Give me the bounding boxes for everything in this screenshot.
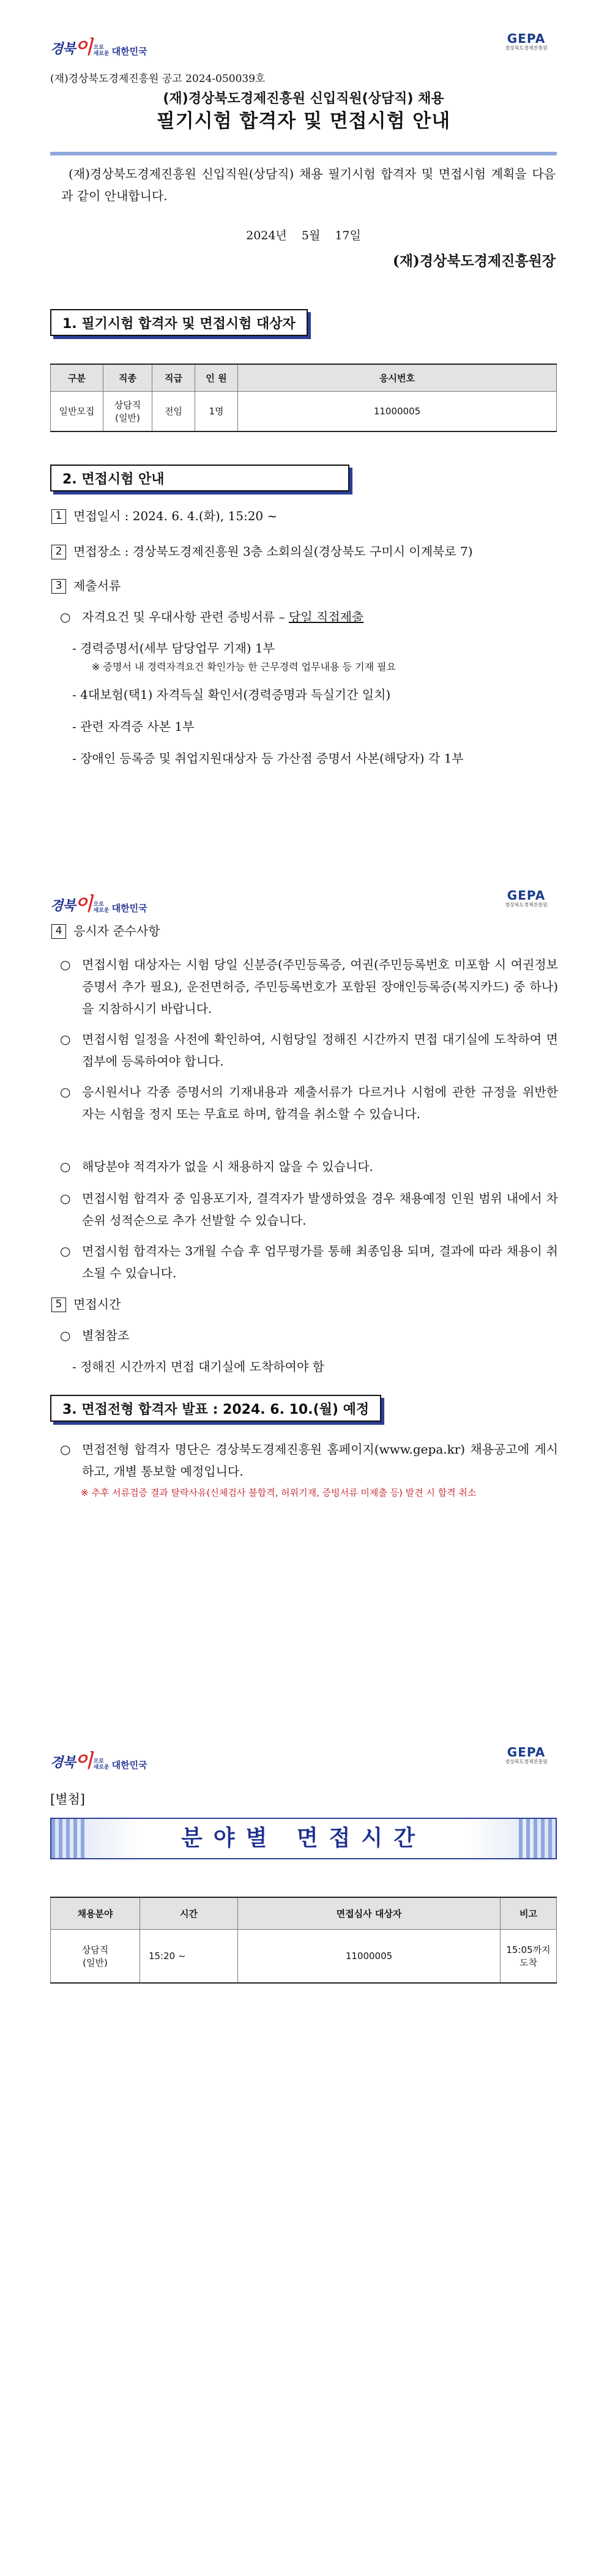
header-cell: 직종	[103, 364, 152, 391]
logo-slogan: 경북	[50, 898, 75, 914]
bullet-documents: ○ 자격요건 및 우대사항 관련 증빙서류 – 당일 직접제출	[59, 606, 558, 628]
cell-candidate: 11000005	[238, 1929, 501, 1983]
bullet-mark: ○	[60, 1032, 71, 1047]
title-line-2: 필기시험 합격자 및 면접시험 안내	[156, 110, 451, 132]
item-5: 5 면접시간	[51, 1294, 557, 1315]
dash-item: - 정해진 시간까지 면접 대기실에 도착하여야 함	[72, 1359, 324, 1374]
header-cell: 시간	[140, 1897, 238, 1929]
schedule-banner	[50, 1818, 557, 1859]
cell-time: 15:20 ~	[140, 1929, 238, 1983]
cell-remark: 15:05까지 도착	[501, 1929, 557, 1983]
item-3: 3 제출서류	[51, 575, 557, 596]
logo-slogan: 경북	[50, 41, 75, 57]
logo-slogan-mark: 이	[75, 1750, 92, 1772]
page-header	[50, 32, 557, 62]
header-cell: 직급	[152, 364, 195, 391]
signer: (재)경상북도경제진흥원장	[392, 253, 556, 269]
gyeongbuk-logo	[50, 32, 147, 59]
rule-bullet: ○ 면접시험 합격자 중 임용포기자, 결격자가 발생하였을 경우 채용예정 인원 범위 내에서 차 순위 성적순으로 추가 선발할 수 있습니다.	[59, 1187, 558, 1231]
notice-date: 2024년 5월 17일	[246, 229, 361, 242]
cell-number: 11000005	[238, 391, 557, 431]
item-number: 5	[51, 1297, 66, 1312]
logo-country: 대한민국	[111, 903, 147, 914]
cell-field: 상담직 (일반)	[51, 1929, 140, 1983]
logo-slogan-mark: 이	[75, 894, 92, 915]
gepa-logo	[496, 889, 557, 908]
header-cell: 채용분야	[51, 1897, 140, 1929]
page-1	[0, 0, 607, 857]
table-row	[51, 391, 557, 431]
section-2-heading: 2. 면접시험 안내	[50, 464, 349, 492]
cell-category: 일반모집	[51, 391, 103, 431]
red-note: ※ 추후 서류검증 결과 탈락사유(신체검사 불합격, 허위기재, 증빙서류 미제출 등) 발견 시 합격 취소	[81, 1487, 477, 1498]
table-header-row	[51, 1897, 557, 1929]
logo-slogan-b1: 으로	[93, 1758, 104, 1764]
rule-bullet: ○ 면접시험 일정을 사전에 확인하여, 시험당일 정해진 시간까지 면접 대기실에 도착하여 면접부에 등록하여야 합니다.	[59, 1028, 558, 1072]
logo-slogan-b2: 새로운	[93, 908, 110, 914]
logo-slogan-b1: 으로	[93, 45, 104, 51]
gepa-sub: 경상북도경제진흥원	[505, 902, 548, 908]
item-number: 2	[51, 545, 66, 559]
rule-bullet: ○ 면접시험 대상자는 시험 당일 신분증(주민등록증, 여권(주민등록번호 미포함 시 여권정보증명서 추가 필요), 운전면허증, 주민등록번호가 포함된 장애인등록증(복지카드) 중 하나)을 지참하시기 바랍니다.	[59, 954, 558, 1020]
rule-bullet: ○ 응시원서나 각종 증명서의 기재내용과 제출서류가 다르거나 시험에 관한 규정을 위반한 자는 시험을 정지 또는 무효로 하며, 합격을 취소할 수 있습니다.	[59, 1081, 558, 1125]
bullet-mark: ○	[60, 1244, 71, 1258]
header-cell: 비고	[501, 1897, 557, 1929]
gyeongbuk-logo	[50, 1745, 147, 1772]
intro-paragraph: (재)경상북도경제진흥원 신입직원(상담직) 채용 필기시험 합격자 및 면접시험 계획을 다음과 같이 안내합니다.	[61, 166, 556, 203]
page-2	[0, 857, 607, 1714]
section-3-heading: 3. 면접전형 합격자 발표 : 2024. 6. 10.(월) 예정	[50, 1394, 381, 1422]
bullet-reference: ○ 별첨참조	[59, 1324, 558, 1346]
bullet-mark: ○	[60, 1191, 71, 1206]
gepa-logo	[496, 32, 557, 51]
table-row	[51, 1929, 557, 1983]
bullet-mark: ○	[60, 610, 71, 624]
dash-item: - 경력증명서(세부 담당업무 기재) 1부	[72, 641, 275, 655]
item-1: 1 면접일시 : 2024. 6. 4.(화), 15:20 ~	[51, 506, 557, 526]
gepa-sub: 경상북도경제진흥원	[505, 1759, 548, 1764]
logo-slogan-b2: 새로운	[93, 51, 110, 57]
rule-bullet: ○ 면접시험 합격자는 3개월 수습 후 업무평가를 통해 최종임용 되며, 결과에 따라 채용이 취소될 수 있습니다.	[59, 1240, 558, 1284]
page-3	[0, 1714, 607, 2576]
logo-country: 대한민국	[111, 46, 147, 57]
interview-schedule-table	[50, 1897, 557, 1984]
bullet-mark: ○	[60, 1085, 71, 1099]
bullet-mark: ○	[60, 1328, 71, 1343]
bullet-mark: ○	[60, 1442, 71, 1457]
header-cell: 응시번호	[238, 364, 557, 391]
item-4: 4 응시자 준수사항	[51, 920, 557, 941]
logo-slogan-b2: 새로운	[93, 1764, 110, 1771]
bullet-mark: ○	[60, 1159, 71, 1174]
dash-item: - 장애인 등록증 및 취업지원대상자 등 가산점 증명서 사본(해당자) 각 1부	[72, 751, 464, 766]
section-1-heading: 1. 필기시험 합격자 및 면접시험 대상자	[50, 308, 308, 337]
cell-count: 1명	[195, 391, 238, 431]
notice-number: (재)경상북도경제진흥원 공고 2024-050039호	[50, 73, 266, 85]
item-number: 1	[51, 509, 66, 524]
document-title	[50, 90, 557, 134]
cell-grade: 전임	[152, 391, 195, 431]
title-rule	[50, 152, 557, 155]
note: ※ 증명서 내 경력자격요건 확인가능 한 근무경력 업무내용 등 기재 필요	[92, 661, 397, 673]
item-2: 2 면접장소 : 경상북도경제진흥원 3층 소회의실(경상북도 구미시 이계북로 7)	[51, 541, 557, 562]
header-cell: 면접심사 대상자	[238, 1897, 501, 1929]
cell-job: 상담직 (일반)	[103, 391, 152, 431]
logo-slogan-mark: 이	[75, 37, 92, 58]
gepa-mark: GEPA	[507, 888, 546, 903]
item-number: 3	[51, 579, 66, 594]
header-cell: 인 원	[195, 364, 238, 391]
header-cell: 구분	[51, 364, 103, 391]
banner-title: 분야별 면접시간	[181, 1826, 426, 1851]
dash-item: - 관련 자격증 사본 1부	[72, 719, 195, 734]
table-header-row	[51, 364, 557, 391]
gepa-logo	[496, 1745, 557, 1765]
underlined-text: 당일 직접제출	[288, 610, 364, 624]
logo-slogan: 경북	[50, 1755, 75, 1771]
attachment-label: [별첨]	[50, 1792, 85, 1807]
bullet-mark: ○	[60, 957, 71, 972]
logo-slogan-b1: 으로	[93, 902, 104, 908]
item-number: 4	[51, 924, 66, 939]
title-line-1: (재)경상북도경제진흥원 신입직원(상담직) 채용	[163, 91, 444, 106]
announcement-bullet: ○ 면접전형 합격자 명단은 경상북도경제진흥원 홈페이지(www.gepa.kr) 채용공고에 게시하고, 개별 통보할 예정입니다.	[59, 1438, 558, 1482]
gepa-mark: GEPA	[507, 31, 546, 46]
dash-item: - 4대보험(택1) 자격득실 확인서(경력증명과 득실기간 일치)	[72, 687, 391, 702]
gyeongbuk-logo	[50, 889, 147, 916]
gepa-sub: 경상북도경제진흥원	[505, 45, 548, 51]
logo-country: 대한민국	[111, 1760, 147, 1771]
rule-bullet: ○ 해당분야 적격자가 없을 시 채용하지 않을 수 있습니다.	[59, 1155, 558, 1178]
page-header	[50, 1745, 557, 1776]
page-header	[50, 889, 557, 919]
gepa-mark: GEPA	[507, 1745, 546, 1760]
candidates-table	[50, 364, 557, 432]
